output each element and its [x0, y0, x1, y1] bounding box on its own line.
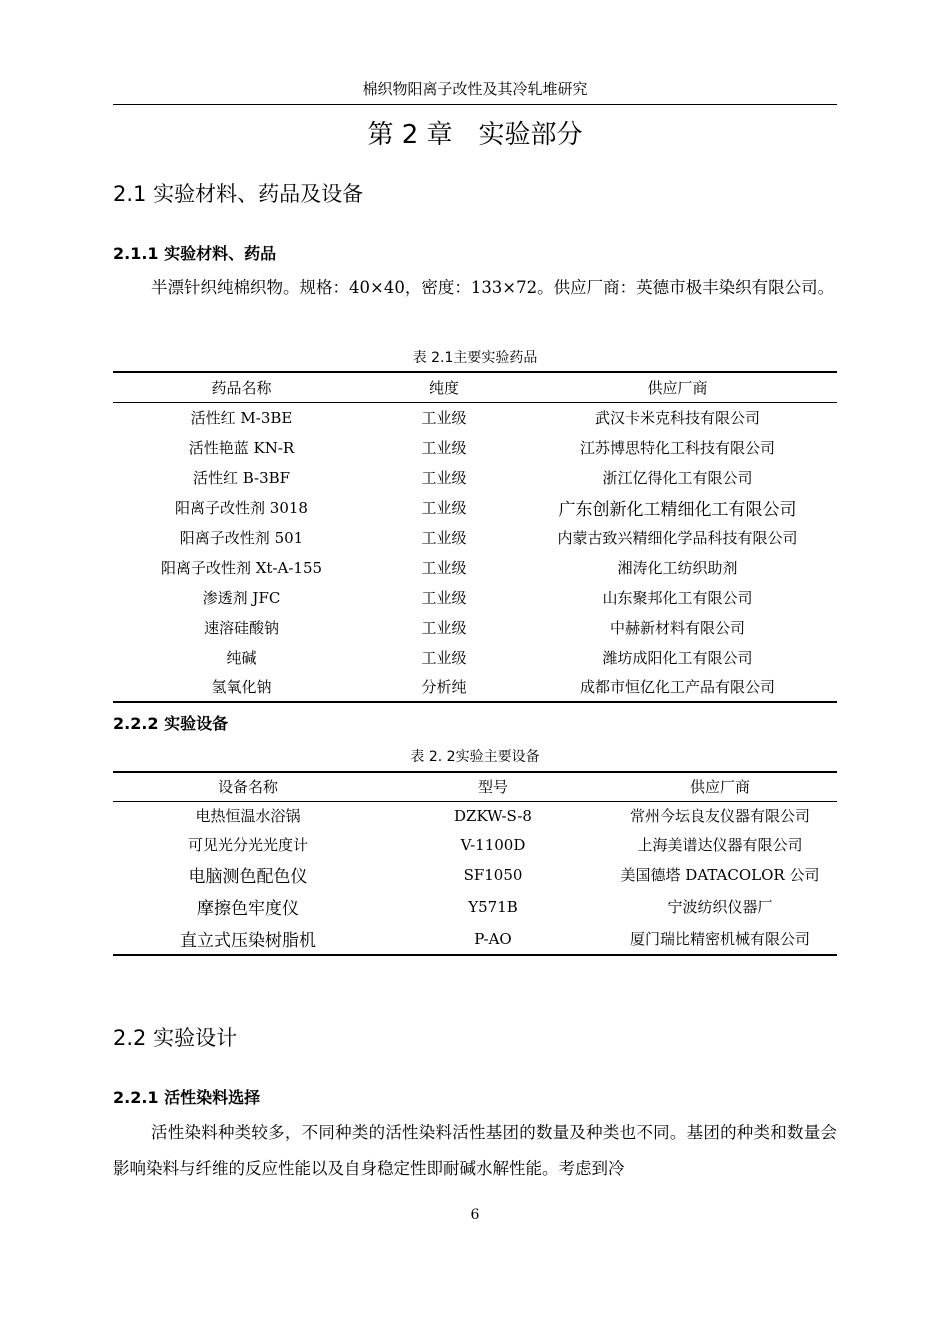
- table1-caption: 表 2.1主要实验药品: [412, 350, 538, 366]
- reagent-purity: 工业级: [421, 648, 467, 667]
- reagent-supplier: 武汉卡米克科技有限公司: [594, 408, 760, 427]
- equipment-model: DZKW-S-8: [454, 806, 532, 825]
- reagent-purity: 分析纯: [421, 678, 467, 696]
- reagent-name: 活性红 B-3BF: [192, 468, 291, 487]
- table-row: [113, 552, 837, 582]
- column-header-name: 药品名称: [211, 378, 272, 397]
- running-header: 棉织物阳离子改性及其冷轧堆研究: [362, 80, 588, 98]
- reagents-table: [113, 371, 837, 703]
- equipment-name: 可见光分光光度计: [187, 836, 308, 854]
- equipment-table: [113, 771, 837, 956]
- reagent-purity: 工业级: [421, 528, 467, 547]
- reagent-purity: 工业级: [421, 438, 467, 457]
- column-header-model: 型号: [477, 778, 508, 797]
- reagent-name: 活性红 M-3BE: [190, 408, 293, 427]
- table-row: [113, 923, 837, 955]
- reagent-supplier: 内蒙古致兴精细化学品科技有限公司: [557, 528, 798, 547]
- equipment-supplier: 厦门瑞比精密机械有限公司: [629, 930, 810, 948]
- table-row: [113, 522, 837, 552]
- section-title-2-1: 2.1 实验材料、药品及设备: [113, 182, 364, 206]
- reagent-purity: 工业级: [421, 408, 467, 427]
- column-header-purity: 纯度: [428, 378, 459, 397]
- table2-caption: 表 2. 2实验主要设备: [410, 749, 540, 765]
- header-rule: [113, 104, 837, 105]
- table-row: [113, 432, 837, 462]
- page-number: 6: [470, 1207, 480, 1223]
- table-row: [113, 462, 837, 492]
- subsection-title-2-2-1: 2.2.1 活性染料选择: [113, 1088, 261, 1107]
- reagent-name: 速溶硅酸钠: [203, 618, 279, 637]
- column-header-supplier: 供应厂商: [647, 378, 708, 397]
- reagent-name: 纯碱: [226, 648, 257, 667]
- equipment-model: V-1100D: [460, 835, 526, 854]
- reagent-purity: 工业级: [421, 498, 467, 517]
- column-header-supplier: 供应厂商: [689, 778, 750, 797]
- column-header-equipment: 设备名称: [217, 778, 278, 797]
- reagent-supplier: 中赫新材料有限公司: [609, 618, 745, 637]
- table-row: [113, 492, 837, 522]
- equipment-model: P-AO: [474, 929, 512, 948]
- reagent-supplier: 山东聚邦化工有限公司: [602, 588, 753, 607]
- equipment-supplier: 上海美谱达仪器有限公司: [637, 836, 803, 854]
- reagent-name: 阳离子改性剂 Xt-A-155: [160, 558, 323, 577]
- subsection-title-2-2-2: 2.2.2 实验设备: [113, 714, 229, 733]
- equipment-name: 直立式压染树脂机: [180, 931, 316, 951]
- reagent-name: 阳离子改性剂 501: [179, 528, 304, 547]
- table-row: [113, 402, 837, 432]
- equipment-model: SF1050: [463, 865, 523, 884]
- equipment-name: 电脑测色配色仪: [188, 867, 308, 887]
- equipment-supplier: 宁波纺织仪器厂: [667, 898, 773, 916]
- equipment-model: Y571B: [468, 897, 518, 916]
- equipment-supplier: 美国德塔 DATACOLOR 公司: [620, 866, 820, 884]
- reagent-purity: 工业级: [421, 468, 467, 487]
- reagent-name: 活性艳蓝 KN-R: [188, 438, 295, 457]
- table-row: [113, 672, 837, 702]
- table-row: [113, 859, 837, 890]
- equipment-name: 摩擦色牢度仪: [197, 899, 299, 919]
- reagent-purity: 工业级: [421, 588, 467, 607]
- table-header-row: [113, 372, 837, 402]
- table-row: [113, 642, 837, 672]
- table-row: [113, 582, 837, 612]
- table-header-row: [113, 772, 837, 801]
- reagent-supplier: 潍坊成阳化工有限公司: [602, 648, 753, 667]
- reagent-name: 氢氧化钠: [211, 678, 272, 696]
- reagent-supplier: 湘涛化工纺织助剂: [617, 558, 738, 577]
- table-row: [113, 890, 837, 923]
- subsection-title-2-1-1: 2.1.1 实验材料、药品: [113, 244, 277, 263]
- materials-paragraph: 半漂针织纯棉织物。规格：40×40，密度：133×72。供应厂商：英德市极丰染织有限公司。: [151, 278, 835, 297]
- chapter-title: 第 2 章 实验部分: [367, 120, 583, 150]
- table-row: [113, 801, 837, 830]
- section-title-2-2: 2.2 实验设计: [113, 1026, 238, 1050]
- equipment-name: 电热恒温水浴锅: [195, 807, 301, 826]
- reagent-name: 阳离子改性剂 3018: [175, 498, 308, 517]
- reagent-supplier: 广东创新化工精细化工有限公司: [558, 499, 797, 520]
- reagent-supplier: 江苏博思特化工科技有限公司: [579, 438, 775, 457]
- table-row: [113, 612, 837, 642]
- reagent-supplier: 成都市恒亿化工产品有限公司: [579, 678, 775, 696]
- equipment-supplier: 常州今坛良友仪器有限公司: [629, 807, 810, 826]
- table-row: [113, 830, 837, 859]
- reagent-purity: 工业级: [421, 618, 467, 637]
- reagent-name: 渗透剂 JFC: [202, 588, 281, 607]
- reagent-supplier: 浙江亿得化工有限公司: [602, 468, 753, 487]
- dye-selection-paragraph: 活性染料种类较多，不同种类的活性染料活性基团的数量及种类也不同。基团的种类和数量会影响染料与纤维的反应性能以及自身稳定性即耐碱水解性能。考虑到冷: [113, 1123, 837, 1178]
- reagent-purity: 工业级: [421, 558, 467, 577]
